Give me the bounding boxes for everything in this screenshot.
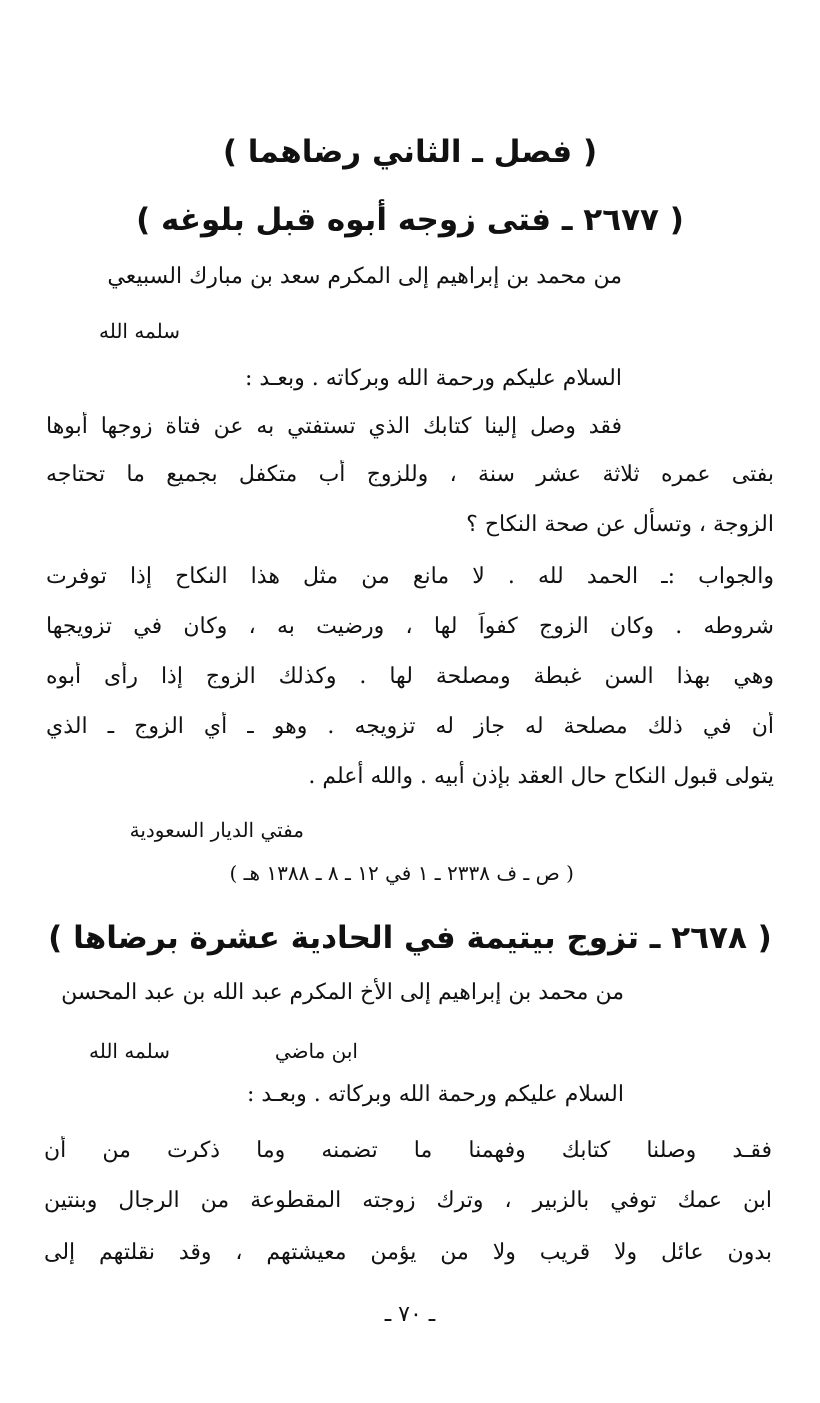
section-title: ( فصل ـ الثاني رضاهما ) [222, 134, 598, 170]
blessing: سلمه الله [88, 1039, 170, 1063]
body-line: فقـد وصلنا كتابك وفهمنا ما تضمنه وما ذكرت من أن [44, 1138, 772, 1163]
answer-line: شروطه . وكان الزوج كفواً لها ، ورضيت به ، وكان في تزويجها [46, 614, 774, 639]
blessing: سلمه الله [98, 319, 180, 343]
reference: ( ص ـ ف ٢٣٣٨ ـ ١ في ١٢ ـ ٨ ـ ١٣٨٨ هـ ) [229, 861, 574, 885]
question-line: بفتى عمره ثلاثة عشر سنة ، وللزوج أب متكفل بجميع ما تحتاجه [46, 462, 774, 487]
greeting: السلام عليكم ورحمة الله وبركاته . وبعـد : [245, 366, 622, 391]
page-number: ـ ٧٠ ـ [384, 1302, 436, 1327]
sender-line: من محمد بن إبراهيم إلى المكرم سعد بن مبارك السبيعي [107, 264, 622, 289]
answer-line: والجواب :ـ الحمد لله . لا مانع من مثل هذا النكاح إذا توفرت [46, 564, 774, 589]
sender-line: من محمد بن إبراهيم إلى الأخ المكرم عبد الله بن عبد المحسن [61, 980, 624, 1005]
answer-line: يتولى قبول النكاح حال العقد بإذن أبيه . والله أعلم . [308, 764, 774, 789]
body-line: ابن عمك توفي بالزبير ، وترك زوجته المقطوعة من الرجال وبنتين [44, 1188, 772, 1213]
fatwa-title: ( ٢٦٧٨ ـ تزوج بيتيمة في الحادية عشرة برضاها ) [48, 920, 772, 956]
greeting: السلام عليكم ورحمة الله وبركاته . وبعـد : [247, 1082, 624, 1107]
fatwa-title: ( ٢٦٧٧ ـ فتى زوجه أبوه قبل بلوغه ) [136, 202, 684, 238]
answer-line: وهي بهذا السن غبطة ومصلحة لها . وكذلك الزوج إذا رأى أبوه [46, 664, 774, 689]
body-line: بدون عائل ولا قريب ولا من يؤمن معيشتهم ، وقد نقلتهم إلى [44, 1240, 772, 1265]
answer-line: أن في ذلك مصلحة له جاز له تزويجه . وهو ـ أي الزوج ـ الذي [46, 714, 774, 739]
signature: مفتي الديار السعودية [129, 818, 304, 842]
question-line: الزوجة ، وتسأل عن صحة النكاح ؟ [466, 512, 774, 537]
sender-line-continued: ابن ماضي [274, 1039, 358, 1063]
question-line: فقد وصل إلينا كتابك الذي تستفتي به عن فتاة زوجها أبوها [46, 414, 622, 439]
